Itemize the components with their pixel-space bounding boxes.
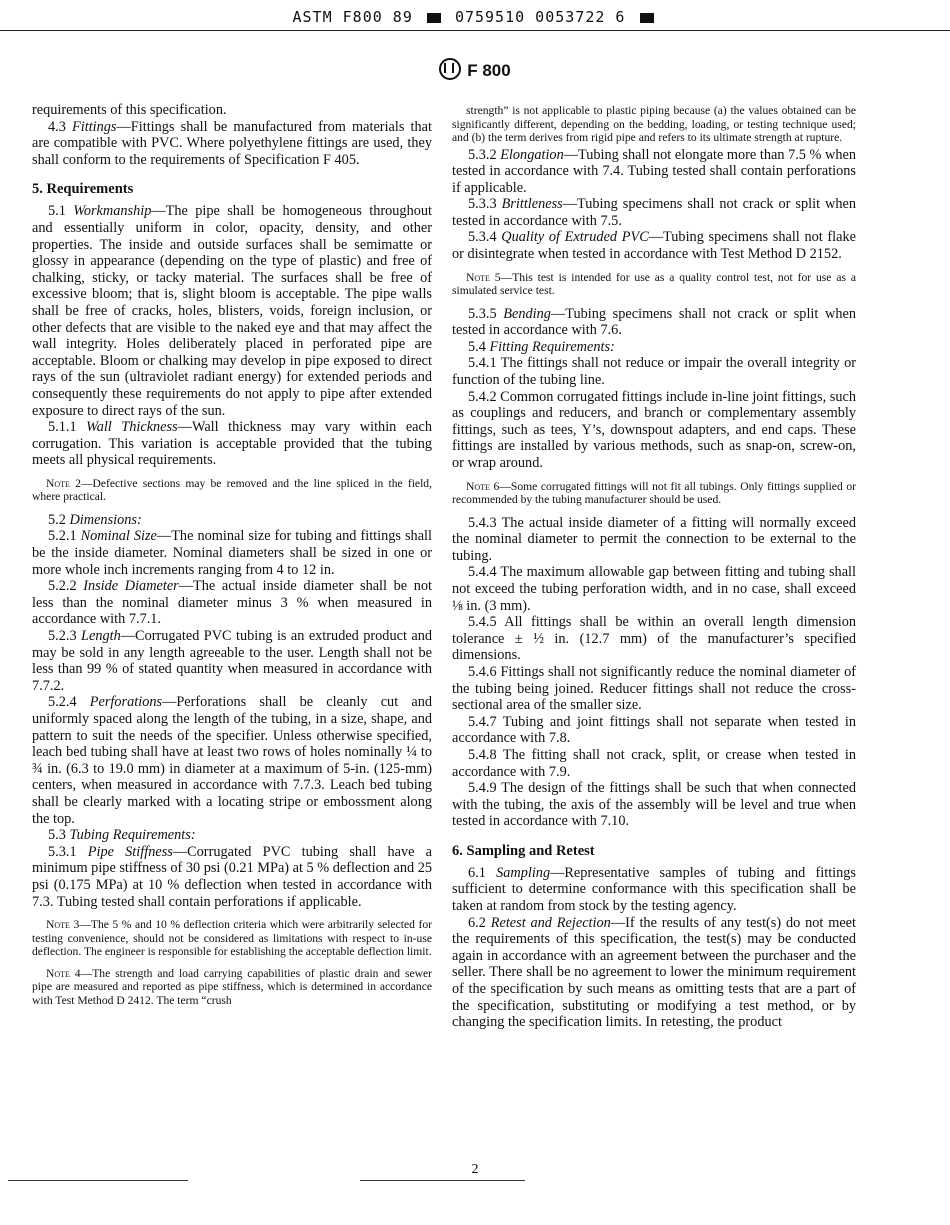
body-paragraph bbox=[32, 203, 432, 419]
clause-number: 5.3.5 bbox=[468, 305, 497, 322]
footer-rule-center bbox=[360, 1180, 525, 1197]
clause-term: Bending bbox=[503, 305, 551, 322]
body-paragraph bbox=[452, 915, 856, 1031]
body-paragraph bbox=[32, 628, 432, 694]
clause-number: 5.4.9 bbox=[468, 780, 497, 797]
clause-number: 5.1 bbox=[48, 203, 66, 220]
clause-term: Fitting Requirements: bbox=[489, 338, 615, 355]
clause-number: 6.2 bbox=[468, 914, 486, 931]
clause-term: Brittleness bbox=[501, 196, 563, 213]
body-paragraph bbox=[452, 515, 856, 565]
clause-term: Tubing Requirements: bbox=[69, 827, 196, 844]
note-label: Note 2 bbox=[46, 476, 81, 490]
clause-term: Perforations bbox=[89, 694, 163, 711]
clause-text: —Tubing specimens shall not crack or split when tested in accordance with 7.5. bbox=[452, 196, 856, 229]
clause-number: 5.3 bbox=[48, 827, 66, 844]
clause-number: 5.4.3 bbox=[468, 514, 497, 531]
body-paragraph bbox=[452, 564, 856, 614]
note-text: strength” is not applicable to plastic piping because (a) the values obtained can be significantly different, depending on the bedding, loading, or testing technique used; and (b) the term derives from rigid pipe and refers to its ultimate strength at rupture. bbox=[452, 104, 856, 144]
body-paragraph bbox=[452, 306, 856, 339]
body-paragraph bbox=[32, 119, 432, 169]
body-paragraph bbox=[32, 512, 432, 529]
body-paragraph bbox=[32, 694, 432, 827]
clause-number: 5.4.5 bbox=[468, 614, 497, 631]
body-paragraph bbox=[452, 664, 856, 714]
clause-text: All fittings shall be within an overall length dimension tolerance ± ½ in. (12.7 mm) of the manufacturer’s specified dimensions. bbox=[452, 614, 856, 664]
clause-number: 5.1.1 bbox=[48, 419, 77, 436]
clause-text: The design of the fittings shall be such that when connected with the tubing, the axis of the assembly will be level and true when tested in accordance with 7.10. bbox=[452, 780, 856, 830]
footer-rule-left bbox=[8, 1180, 188, 1197]
clause-text: —Tubing specimens shall not crack or split when tested in accordance with 7.6. bbox=[452, 305, 856, 339]
body-paragraph bbox=[32, 419, 432, 469]
body-paragraph bbox=[452, 389, 856, 472]
clause-text: —Representative samples of tubing and fittings sufficient to determine conformance with this specification shall be taken at random from stock by the testing agency. bbox=[452, 864, 856, 915]
body-paragraph bbox=[32, 102, 432, 119]
clause-term: Fittings bbox=[72, 118, 117, 135]
body-paragraph bbox=[452, 339, 856, 356]
clause-text: —Wall thickness may vary within each corrugation. This variation is acceptable provided that the tubing meets all physical requirements. bbox=[32, 419, 433, 469]
note-text: —The strength and load carrying capabilities of plastic drain and sewer pipe are measured and reported as pipe stiffness, which is determined in accordance with Test Method D 2412. The term “crush bbox=[32, 966, 433, 1007]
body-paragraph bbox=[32, 578, 432, 628]
clause-text: requirements of this specification. bbox=[32, 102, 227, 118]
clause-text: Fittings shall not significantly reduce the nominal diameter of the tubing being joined. Reducer fittings shall not reduce the cross-sectional area of the smaller size. bbox=[452, 663, 857, 714]
page-number: 2 bbox=[471, 1162, 479, 1177]
clause-term: Workmanship bbox=[73, 203, 152, 220]
clause-text: —If the results of any test(s) do not meet the requirements of this specification, the test(s) may be conducted again in accordance with an agreement between the purchaser and the seller. There shall be no agreement to lower the minimum requirement of the specification by such means as omitting tests that are a part of the specification, substituting or modifying a test method, or by changing the specification limits. In retesting, the product bbox=[452, 914, 857, 1031]
clause-text: —The nominal size for tubing and fittings shall be the inside diameter. Nominal diameters shall be sized in one or more whole inch increments ranging from 4 to 12 in. bbox=[32, 528, 432, 578]
barcode-mark-icon bbox=[640, 13, 654, 23]
clause-number: 5.4.7 bbox=[468, 713, 497, 730]
clause-text: —Tubing shall not elongate more than 7.5 % when tested in accordance with 7.4. Tubing tested shall contain perforations if applicable. bbox=[452, 146, 856, 196]
body-paragraph bbox=[32, 827, 432, 844]
clause-number: 5.3.3 bbox=[468, 196, 497, 213]
clause-number: 4.3 bbox=[48, 118, 66, 135]
clause-term: Retest and Rejection bbox=[490, 914, 611, 931]
body-paragraph bbox=[452, 196, 856, 229]
body-paragraph bbox=[32, 844, 432, 910]
clause-number: 5.3.1 bbox=[48, 843, 77, 860]
clause-number: 5.4.1 bbox=[468, 355, 497, 372]
left-column bbox=[32, 102, 432, 1009]
clause-text: The maximum allowable gap between fitting and tubing shall not exceed the tubing perforation width, and in no case, shall exceed ⅛ in. (3 mm). bbox=[452, 564, 856, 614]
document-code-header bbox=[0, 0, 950, 31]
document-code-left: ASTM F800 89 bbox=[292, 8, 413, 26]
body-paragraph bbox=[452, 714, 856, 747]
body-paragraph bbox=[452, 747, 856, 780]
clause-text: —Corrugated PVC tubing is an extruded product and may be sold in any length agreeable to the user. Length shall not be less than 99 % of stated quantity when measured in accordance with 7.7.2. bbox=[32, 628, 432, 694]
clause-term: Elongation bbox=[500, 146, 564, 163]
clause-number: 5.2.4 bbox=[48, 694, 77, 711]
clause-text: —The pipe shall be homogeneous throughout and essentially uniform in color, opacity, density, and other properties. The inside and outside surfaces shall be semimatte or glossy in appearance (depending on the type of plastic) and free of chalking, sticky, or tacky material. The surfaces shall be free of excessive bloom; that is, slight bloom is acceptable. The pipe walls shall be free of cracks, holes, blisters, voids, foreign inclusion, or other defects that are visible to the naked eye and that may affect the wall integrity. Holes deliberately placed in perforated pipe are acceptable. Bloom or chalking may develop in pipe exposed to direct rays of the sun (ultraviolet radiant energy) for extended periods and consequently these requirements do not apply to pipe after extended exposure to direct rays of the sun. bbox=[32, 203, 432, 419]
clause-term: Quality of Extruded PVC bbox=[501, 229, 649, 246]
designation-label: F 800 bbox=[467, 61, 511, 80]
section-heading: 6. Sampling and Retest bbox=[452, 842, 595, 859]
body-paragraph bbox=[452, 229, 856, 262]
clause-term: Wall Thickness bbox=[86, 419, 178, 436]
note-text: —Some corrugated fittings will not fit all tubings. Only fittings supplied or recommended by the tubing manufacturer should be used. bbox=[452, 479, 856, 507]
right-column bbox=[452, 102, 856, 1031]
clause-term: Pipe Stiffness bbox=[87, 843, 173, 860]
body-paragraph bbox=[452, 865, 856, 915]
note-label: Note 4 bbox=[46, 966, 81, 980]
clause-number: 5.2 bbox=[48, 511, 66, 528]
clause-number: 5.4.2 bbox=[468, 388, 497, 405]
note-label: Note 6 bbox=[466, 479, 500, 493]
clause-number: 6.1 bbox=[468, 864, 486, 881]
note-label: Note 5 bbox=[466, 270, 501, 284]
note-paragraph bbox=[32, 918, 432, 959]
clause-number: 5.4.6 bbox=[468, 663, 497, 680]
note-paragraph bbox=[32, 967, 432, 1008]
note-label: Note 3 bbox=[46, 918, 80, 932]
clause-number: 5.4.4 bbox=[468, 564, 497, 581]
body-paragraph bbox=[32, 528, 432, 578]
clause-number: 5.2.3 bbox=[48, 628, 77, 645]
clause-term: Sampling bbox=[496, 864, 551, 881]
clause-text: The actual inside diameter of a fitting will normally exceed the nominal diameter to permit the connection to be external to the tubing. bbox=[452, 514, 856, 564]
body-paragraph bbox=[452, 147, 856, 197]
note-paragraph bbox=[452, 480, 856, 507]
note-paragraph bbox=[452, 104, 856, 145]
clause-text: —Fittings shall be manufactured from materials that are compatible with PVC. Where polyethylene fittings are used, they shall conform to the requirements of Specification F 405. bbox=[32, 118, 432, 168]
clause-number: 5.3.4 bbox=[468, 229, 497, 246]
note-paragraph bbox=[32, 477, 432, 504]
clause-text: —Tubing specimens shall not flake or disintegrate when tested in accordance with Test Method D 2152. bbox=[452, 229, 856, 263]
clause-term: Dimensions: bbox=[69, 511, 142, 528]
clause-number: 5.4 bbox=[468, 338, 486, 355]
clause-term: Length bbox=[81, 628, 121, 645]
body-paragraph bbox=[452, 355, 856, 388]
astm-logo-icon bbox=[439, 58, 461, 80]
barcode-mark-icon bbox=[427, 13, 441, 23]
section-heading: 5. Requirements bbox=[32, 181, 134, 198]
clause-text: Common corrugated fittings include in-line joint fittings, such as couplings and reducers, and branch or complementary assembly fittings, such as tees, Y’s, downspout adapters, and end caps. These fittings are installed by various methods, such as snap-on, screw-on, or wrap around. bbox=[452, 388, 856, 471]
note-text: —Defective sections may be removed and the line spliced in the field, where practical. bbox=[32, 476, 432, 504]
clause-term: Nominal Size bbox=[80, 528, 157, 545]
clause-number: 5.4.8 bbox=[468, 746, 497, 763]
clause-text: —The actual inside diameter shall be not less than the nominal diameter minus 3 % when measured in accordance with 7.7.1. bbox=[32, 578, 432, 628]
clause-text: The fittings shall not reduce or impair the overall integrity or function of the tubing line. bbox=[452, 355, 856, 389]
clause-number: 5.3.2 bbox=[468, 146, 497, 163]
clause-text: Tubing and joint fittings shall not separate when tested in accordance with 7.8. bbox=[452, 713, 856, 747]
clause-term: Inside Diameter bbox=[83, 578, 179, 595]
body-paragraph bbox=[452, 780, 856, 830]
note-paragraph bbox=[452, 271, 856, 298]
clause-number: 5.2.1 bbox=[48, 528, 77, 545]
clause-text: —Perforations shall be cleanly cut and uniformly spaced along the length of the tubing, in a size, shape, and pattern to suit the needs of the specifier. Unless otherwise specified, leach bed tubing shall have at least two rows of holes nominally ¼ to ¾ in. (6.3 to 19.0 mm) in diameter at a maximum of 5-in. (125-mm) centers, when measured in accordance with 7.7.3. Leach bed tubing shall be clearly marked with a locating stripe or embossment along the top. bbox=[32, 694, 433, 827]
clause-number: 5.2.2 bbox=[48, 578, 77, 595]
clause-text: The fitting shall not crack, split, or crease when tested in accordance with 7.9. bbox=[452, 746, 856, 780]
document-code-mid: 0759510 0053722 6 bbox=[454, 8, 626, 26]
note-text: —This test is intended for use as a quality control test, not for use as a simulated service test. bbox=[452, 270, 856, 298]
body-paragraph bbox=[452, 614, 856, 664]
clause-text: —Corrugated PVC tubing shall have a minimum pipe stiffness of 30 psi (0.21 MPa) at 5 % deflection and 25 psi (0.175 MPa) at 10 % deflection when tested in accordance with 7.3. Tubing tested shall contain perforations if applicable. bbox=[32, 843, 433, 910]
note-text: —The 5 % and 10 % deflection criteria which were arbitrarily selected for testing convenience, should not be considered as limitations with respect to in-use deflection. The engineer is responsible for establishing the acceptable deflection limit. bbox=[32, 918, 432, 959]
designation-header bbox=[0, 58, 950, 81]
